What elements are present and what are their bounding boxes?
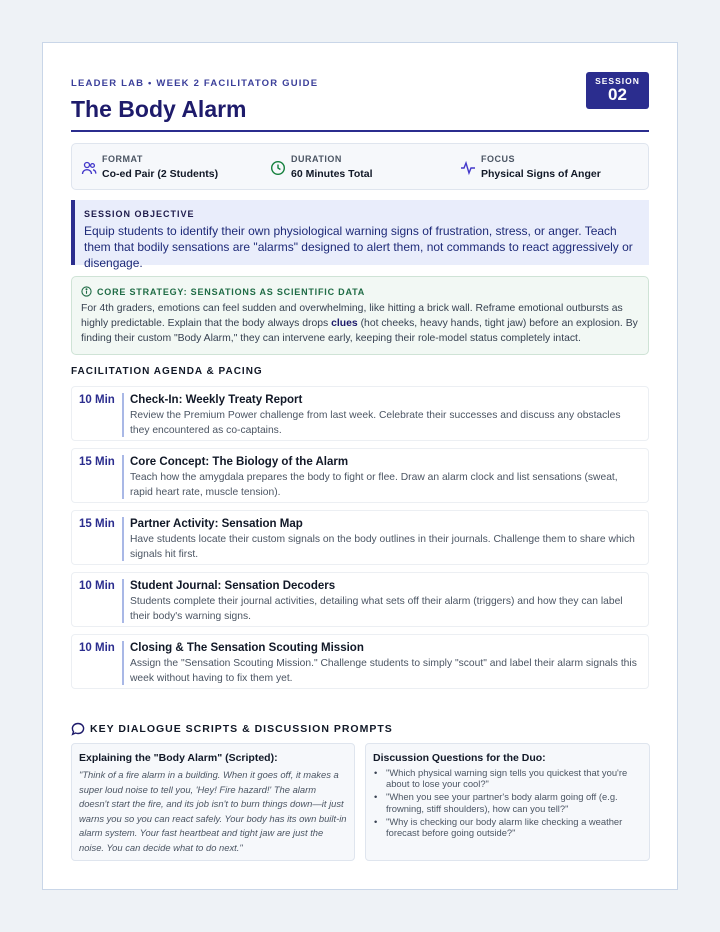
agenda-item — [71, 572, 649, 627]
strategy-heading — [81, 286, 640, 297]
agenda-title: Core Concept: The Biology of the Alarm — [130, 456, 349, 468]
meta-focus — [460, 154, 601, 180]
meta-value: 60 Minutes Total — [291, 168, 373, 180]
agenda-time: 10 Min — [79, 642, 115, 654]
meta-value: Physical Signs of Anger — [481, 168, 601, 180]
scripts-heading — [71, 722, 393, 736]
agenda-time: 10 Min — [79, 394, 115, 406]
meta-key: FORMAT — [102, 154, 143, 164]
strategy-text — [81, 301, 640, 346]
questions-card — [365, 743, 650, 861]
scripts-heading-label: KEY DIALOGUE SCRIPTS & DISCUSSION PROMPTS — [90, 723, 393, 735]
agenda-title: Partner Activity: Sensation Map — [130, 518, 303, 530]
agenda-time: 15 Min — [79, 518, 115, 530]
header-divider — [71, 130, 649, 132]
objective-text: Equip students to identify their own physiological warning signs of frustration, stress, or anger. Teach them that bodily sensations are "alarms" designed to alert them, not commands to react aggressively or disengage. — [84, 224, 633, 270]
list-item: • "When you see your partner's body alarm going off (e.g. frowning, stiff shoulders), how can you tell?" — [373, 791, 642, 813]
script-card-title: Explaining the "Body Alarm" (Scripted): — [79, 752, 278, 764]
script-card — [71, 743, 355, 861]
agenda-divider — [122, 641, 124, 685]
agenda-item — [71, 510, 649, 565]
agenda-body — [130, 394, 642, 438]
agenda-divider — [122, 455, 124, 499]
meta-duration — [270, 154, 372, 180]
strategy-text-bold: clues — [331, 318, 358, 329]
agenda-heading: FACILITATION AGENDA & PACING — [71, 366, 263, 377]
agenda-divider — [122, 517, 124, 561]
page-title: The Body Alarm — [71, 96, 247, 122]
agenda-desc: Students complete their journal activities, detailing what sets off their alarm (triggers) and how they can label their body's warning signs. — [130, 596, 623, 622]
agenda-desc: Teach how the amygdala prepares the body to fight or flee. Draw an alarm clock and list sensations (sweat, rapid heart rate, muscle tension). — [130, 472, 618, 498]
agenda-desc: Have students locate their custom signals on the body outlines in their journals. Challenge them to share which signals hit first. — [130, 534, 635, 560]
strategy-label: CORE STRATEGY: SENSATIONS AS SCIENTIFIC DATA — [97, 286, 366, 297]
agenda-divider — [122, 579, 124, 623]
agenda-item — [71, 386, 649, 441]
agenda-divider — [122, 393, 124, 437]
script-quote: "Think of a fire alarm in a building. When it goes off, it makes a super loud noise to tell you, 'Hey! Fire hazard!' The alarm doesn't start the fire, and its job isn't to burn things down—it just warns you so you can react safely. Your body has its own built-in alarm system. Your fast heartbeat and tight jaw are just the noise. You can decide what to do next." — [79, 769, 347, 853]
agenda-title: Closing & The Sensation Scouting Mission — [130, 642, 364, 654]
meta-format — [81, 154, 218, 180]
session-label: SESSION — [595, 76, 640, 86]
agenda-desc: Review the Premium Power challenge from last week. Celebrate their successes and discuss any obstacles they encountered as co-captains. — [130, 410, 621, 436]
agenda-body — [130, 456, 642, 500]
agenda-title: Student Journal: Sensation Decoders — [130, 580, 336, 592]
clock-icon — [270, 160, 286, 176]
agenda-body — [130, 580, 642, 624]
list-item: • "Which physical warning sign tells you quickest that you're about to lose your cool?" — [373, 767, 642, 789]
meta-key: DURATION — [291, 154, 342, 164]
objective-label: SESSION OBJECTIVE — [84, 209, 195, 219]
meta-key: FOCUS — [481, 154, 515, 164]
questions-list — [373, 767, 642, 838]
strategy-text-before: For 4th graders, emotions can feel sudden and overwhelming, like hitting a brick wall. Reframe emotional outbursts as highly predictable. Explain that the body always drops — [81, 303, 623, 329]
session-objective — [71, 200, 649, 270]
agenda-item — [71, 634, 649, 689]
agenda-body — [130, 518, 642, 562]
header — [71, 78, 649, 123]
agenda-title: Check-In: Weekly Treaty Report — [130, 394, 303, 406]
eyebrow-label: LEADER LAB • WEEK 2 FACILITATOR GUIDE — [71, 78, 319, 89]
session-badge — [586, 72, 649, 109]
meta-bar — [71, 143, 649, 190]
meta-value: Co-ed Pair (2 Students) — [102, 168, 219, 180]
guide-page — [42, 42, 678, 890]
session-number: 02 — [608, 85, 627, 104]
list-item: • "Why is checking our body alarm like checking a weather forecast before going outside?" — [373, 816, 642, 838]
questions-card-title: Discussion Questions for the Duo: — [373, 752, 546, 764]
agenda-item — [71, 448, 649, 503]
info-icon — [81, 286, 92, 297]
agenda-time: 15 Min — [79, 456, 115, 468]
agenda-desc: Assign the "Sensation Scouting Mission." Challenge students to simply "scout" and label their alarm signals this week without having to fix them yet. — [130, 658, 637, 684]
users-icon — [81, 160, 97, 176]
agenda-time: 10 Min — [79, 580, 115, 592]
core-strategy — [71, 276, 649, 355]
agenda-body — [130, 642, 642, 686]
strategy-text-after: (hot cheeks, heavy hands, tight jaw) before an explosion. By finding their custom "Body Alarm," they can intervene early, keeping their role-model status completely intact. — [81, 318, 638, 344]
chat-bubble-icon — [71, 722, 85, 736]
pulse-icon — [460, 160, 476, 176]
